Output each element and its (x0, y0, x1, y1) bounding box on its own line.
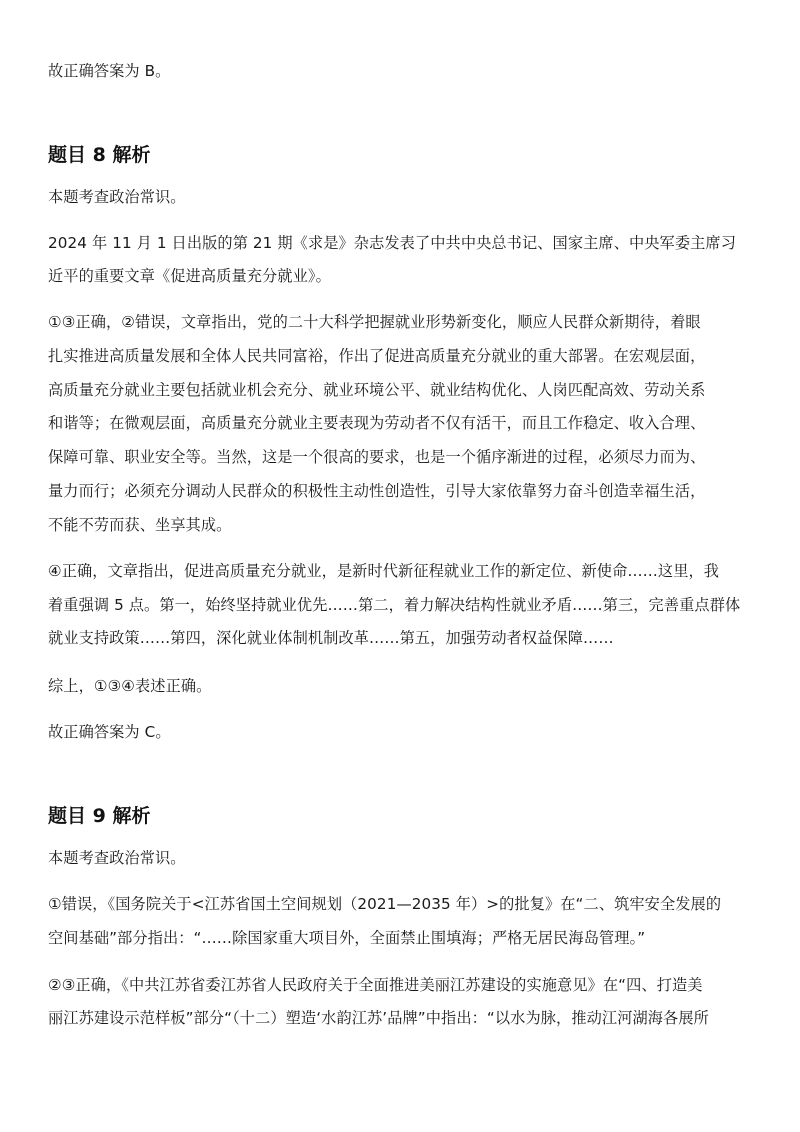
answer-line: 故正确答案为 C。 (48, 723, 171, 741)
paragraph-line: 着重强调 5 点。第一，始终坚持就业优先……第二，着力解决结构性就业矛盾……第三，完善重点群体 (48, 596, 741, 614)
section-heading-8: 题目 8 解析 (48, 144, 151, 166)
paragraph-line: 就业支持政策……第四，深化就业体制机制改革……第五，加强劳动者权益保障…… (48, 629, 614, 647)
paragraph-line: 本题考查政治常识。 (48, 849, 186, 867)
paragraph-line: 保障可靠、职业安全等。当然，这是一个很高的要求，也是一个循序渐进的过程，必须尽力而为、 (48, 448, 706, 466)
paragraph-line: 本题考查政治常识。 (48, 188, 186, 206)
section-heading-9: 题目 9 解析 (48, 805, 151, 827)
paragraph-line: ①错误，《国务院关于<江苏省国土空间规划（2021—2035 年）>的批复》在“二、筑牢安全发展的 (48, 895, 722, 913)
paragraph-line: ④正确，文章指出，促进高质量充分就业，是新时代新征程就业工作的新定位、新使命……这里，我 (48, 562, 720, 580)
answer-line: 故正确答案为 B。 (48, 62, 171, 80)
paragraph-line: 2024 年 11 月 1 日出版的第 21 期《求是》杂志发表了中共中央总书记、国家主席、中央军委主席习 (48, 234, 736, 252)
paragraph-line: 综上，①③④表述正确。 (48, 677, 212, 695)
paragraph-line: 丽江苏建设示范样板”部分“（十二）塑造‘水韵江苏’品牌”中指出：“以水为脉，推动江河湖海各展所 (48, 1009, 709, 1027)
paragraph-line: ①③正确，②错误，文章指出，党的二十大科学把握就业形势新变化，顺应人民群众新期待，着眼 (48, 313, 701, 331)
paragraph-line: 和谐等；在微观层面，高质量充分就业主要表现为劳动者不仅有活干，而且工作稳定、收入合理、 (48, 414, 706, 432)
paragraph-line: 近平的重要文章《促进高质量充分就业》。 (48, 267, 331, 285)
paragraph-line: ②③正确，《中共江苏省委江苏省人民政府关于全面推进美丽江苏建设的实施意见》在“四、打造美 (48, 976, 703, 994)
paragraph-line: 量力而行；必须充分调动人民群众的积极性主动性创造性，引导大家依靠努力奋斗创造幸福生活， (48, 482, 706, 500)
paragraph-line: 高质量充分就业主要包括就业机会充分、就业环境公平、就业结构优化、人岗匹配高效、劳动关系 (48, 381, 706, 399)
paragraph-line: 不能不劳而获、坐享其成。 (48, 516, 232, 534)
paragraph-line: 空间基础”部分指出：“……除国家重大项目外，全面禁止围填海；严格无居民海岛管理。” (48, 929, 646, 947)
paragraph-line: 扎实推进高质量发展和全体人民共同富裕，作出了促进高质量充分就业的重大部署。在宏观层面， (48, 347, 706, 365)
